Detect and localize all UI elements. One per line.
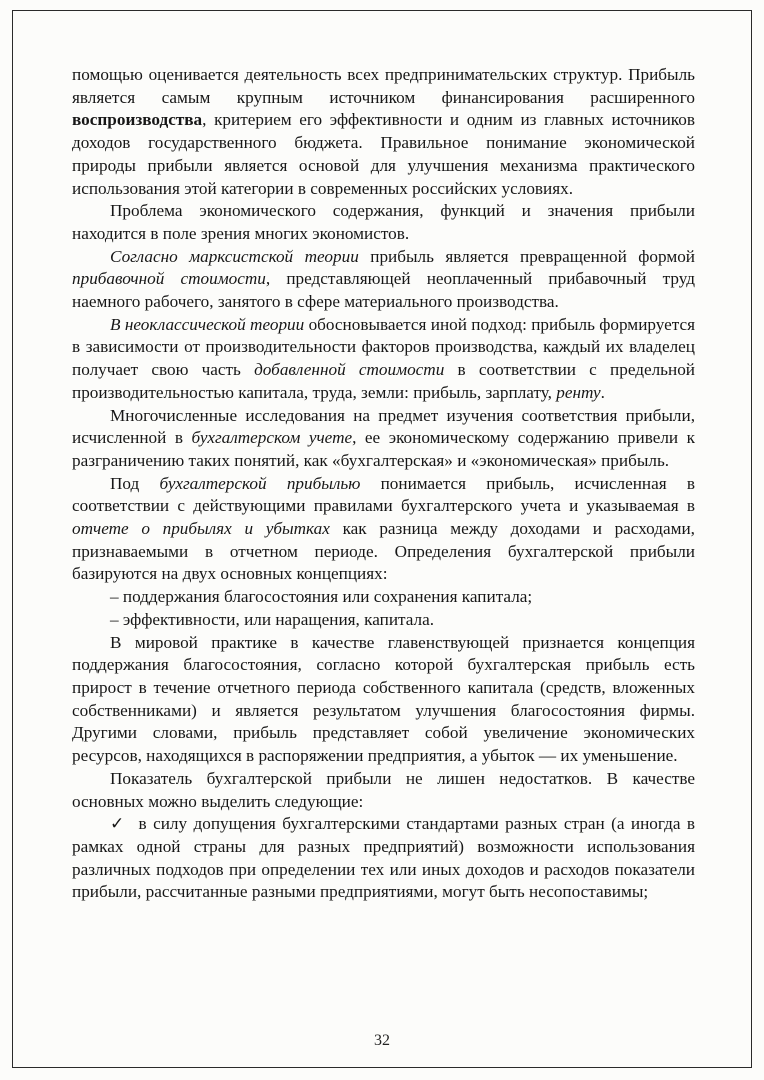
- text-segment: бухгалтерском учете: [191, 428, 353, 448]
- text-segment: Согласно марксистской теории: [110, 246, 359, 266]
- paragraph: [72, 64, 695, 200]
- text-segment: прибавочной стоимости: [72, 269, 266, 289]
- list-item-check: [72, 813, 695, 904]
- paragraph: [72, 632, 695, 768]
- text-segment: помощью оценивается деятельность всех предпринимательских структур. Прибыль является самым крупным источником финансирования расширенного: [72, 65, 695, 107]
- text-segment: ренту: [556, 382, 601, 402]
- text-segment: Под: [110, 473, 160, 493]
- paragraph: [72, 314, 695, 405]
- paragraph: [72, 473, 695, 587]
- text-segment: В неоклассической теории: [110, 314, 305, 334]
- text-segment: отчете о прибылях и убытках: [72, 519, 330, 539]
- list-item-dash: [72, 609, 695, 632]
- text-segment: добавленной стоимости: [254, 360, 445, 380]
- paragraph: [72, 246, 695, 314]
- text-segment: Многочисленные исследования на предмет изучения соответствия прибыли, исчисленной в: [72, 405, 695, 448]
- text-segment: , представляющей неоплаченный прибавочный труд наемного рабочего, занятого в сфере материального производства.: [72, 269, 695, 312]
- paragraph: [72, 200, 695, 245]
- text-segment: В мировой практике в качестве главенствующей признается концепция поддержания благосостояния, согласно которой бухгалтерская прибыль есть прирост в течение отчетного периода собственного капитала (средств, вложенных собственниками) и является результатом улучшения благосостояния фирмы. Другими словами, прибыль представляет собой увеличение экономических ресурсов, находящихся в распоряжении предприятия, а убыток — их уменьшение.: [72, 632, 695, 766]
- text-segment: Проблема экономического содержания, функций и значения прибыли находится в поле зрения многих экономистов.: [72, 201, 695, 243]
- text-segment: , критерием его эффективности и одним из главных источников доходов государственного бюджета. Правильное понимание экономической природы прибыли является основой для улучшения механизма практического использования этой категории в современных российских условиях.: [72, 110, 695, 198]
- paragraph: [72, 405, 695, 473]
- paragraph: [72, 768, 695, 813]
- text-segment: обосновывается иной подход: прибыль формируется в зависимости от производительности факторов производства, каждый их владелец получает свою часть: [72, 314, 696, 380]
- text-segment: в соответствии с предельной производительностью капитала, труда, земли: прибыль, зарплату,: [72, 360, 695, 402]
- page-number: 32: [374, 1032, 390, 1049]
- checkmark-icon: ✓: [110, 814, 127, 834]
- text-segment: в силу допущения бухгалтерскими стандартами разных стран (а иногда в рамках одной страны для разных предприятий) возможности использования различных подходов при определении тех или иных доходов и расходов показатели прибыли, рассчитанные разными предприятиями, могут быть несопоставимы;: [72, 814, 695, 902]
- text-segment: понимается прибыль, исчисленная в соответствии с действующими правилами бухгалтерского учета и указываемая в: [72, 473, 695, 516]
- text-segment: бухгалтерской прибылью: [159, 473, 361, 493]
- text-segment: прибыль является превращенной формой: [358, 246, 695, 266]
- text-segment: – поддержания благосостояния или сохранения капитала;: [110, 587, 533, 607]
- text-segment: Показатель бухгалтерской прибыли не лишен недостатков. В качестве основных можно выделить следующие:: [72, 768, 695, 811]
- text-segment: , ее экономическому содержанию привели к разграничению таких понятий, как «бухгалтерская» и «экономическая» прибыль.: [72, 428, 695, 470]
- list-item-dash: [72, 586, 695, 609]
- text-segment: – эффективности, или наращения, капитала.: [110, 609, 435, 629]
- text-segment: .: [600, 382, 605, 402]
- text-segment: как разница между доходами и расходами, признаваемыми в отчетном периоде. Определения бухгалтерской прибыли базируются на двух основных концепциях:: [72, 519, 695, 584]
- text-segment: воспроизводства: [72, 110, 203, 130]
- text-block: [72, 64, 695, 904]
